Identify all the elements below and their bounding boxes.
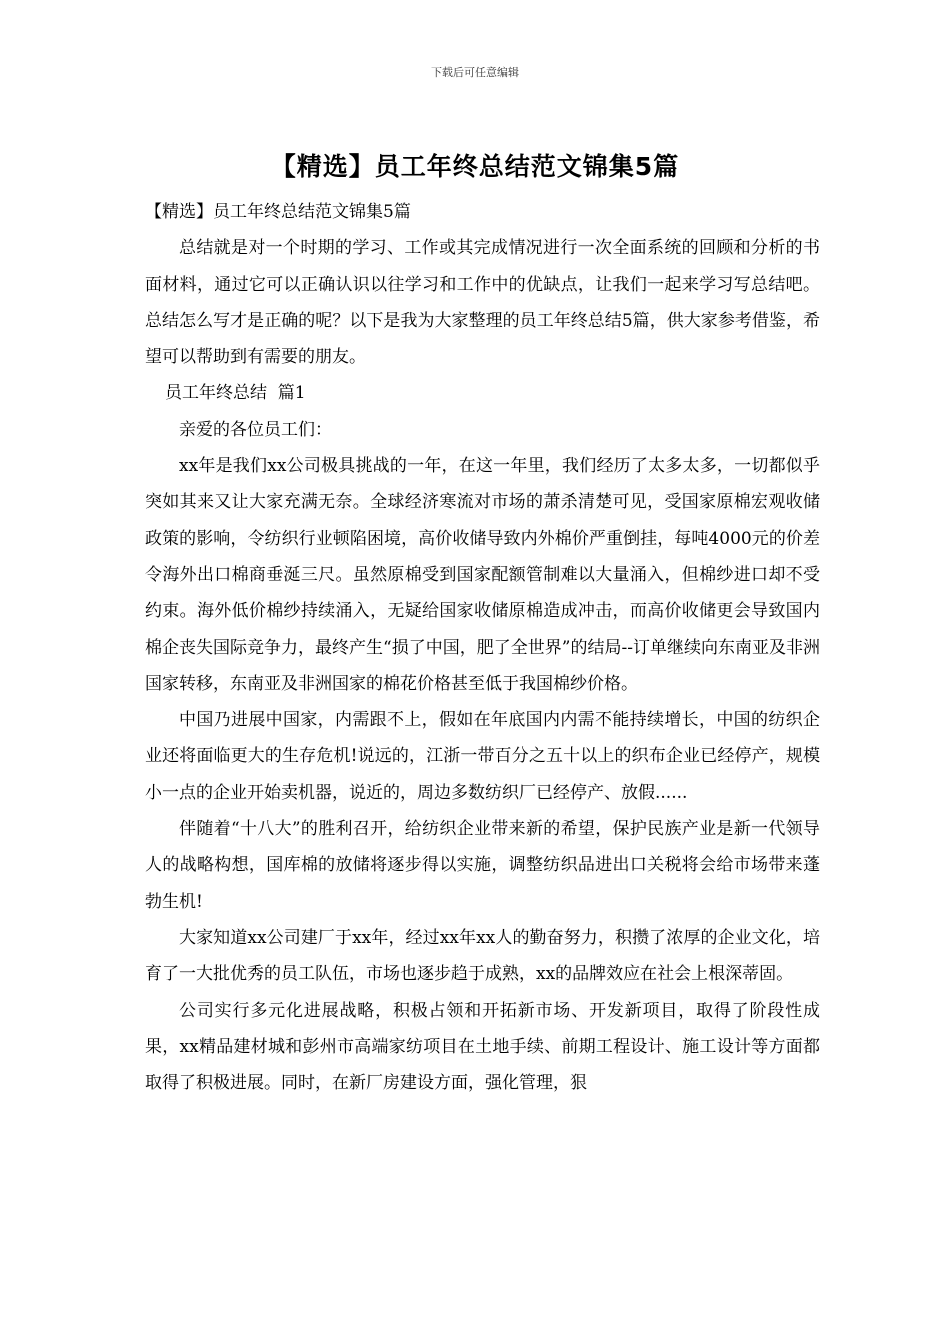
- document-title: 【精选】员工年终总结范文锦集5篇: [270, 152, 680, 181]
- document-body: [145, 194, 820, 1101]
- document-subtitle: 【精选】员工年终总结范文锦集5篇: [145, 202, 411, 222]
- body-paragraph: 大家知道xx公司建厂于xx年，经过xx年xx人的勤奋努力，积攒了浓厚的企业文化，培育了一大批优秀的员工队伍，市场也逐步趋于成熟，xx的品牌效应在社会上根深蒂固。: [145, 927, 820, 985]
- body-paragraph: 伴随着“十八大”的胜利召开，给纺织企业带来新的希望，保护民族产业是新一代领导人的战略构想，国库棉的放储将逐步得以实施，调整纺织品进出口关税将会给市场带来蓬勃生机!: [145, 819, 820, 912]
- section-heading: 员工年终总结 篇1: [165, 383, 306, 404]
- body-paragraph: 公司实行多元化进展战略，积极占领和开拓新市场、开发新项目，取得了阶段性成果，xx精品建材城和彭州市高端家纺项目在土地手续、前期工程设计、施工设计等方面都取得了积极进展。同时，在新厂房建设方面，强化管理，狠: [145, 1000, 820, 1094]
- intro-paragraph: 总结就是对一个时期的学习、工作或其完成情况进行一次全面系统的回顾和分析的书面材料，通过它可以正确认识以往学习和工作中的优缺点，让我们一起来学习写总结吧。总结怎么写才是正确的呢？以下是我为大家整理的员工年终总结5篇，供大家参考借鉴，希望可以帮助到有需要的朋友。: [145, 238, 820, 368]
- body-paragraph: 中国乃进展中国家，内需跟不上，假如在年底国内内需不能持续增长，中国的纺织企业还将面临更大的生存危机!说远的，江浙一带百分之五十以上的织布企业已经停产，规模小一点的企业开始卖机器，说近的，周边多数纺织厂已经停产、放假......: [145, 710, 820, 803]
- greeting: 亲爱的各位员工们：: [179, 419, 332, 440]
- page-header-note: 下载后可任意编辑: [431, 66, 519, 79]
- body-paragraph: xx年是我们xx公司极具挑战的一年，在这一年里，我们经历了太多太多，一切都似乎突如其来又让大家充满无奈。全球经济寒流对市场的萧杀清楚可见，受国家原棉宏观收储政策的影响，令纺织行业顿陷困境，高价收储导致内外棉价严重倒挂，每吨4000元的价差令海外出口棉商垂涎三尺。虽然原棉受到国家配额管制难以大量涌入，但棉纱进口却不受约束。海外低价棉纱持续涌入，无疑给国家收储原棉造成冲击，而高价收储更会导致国内棉企丧失国际竞争力，最终产生“损了中国，肥了全世界”的结局--订单继续向东南亚及非洲国家转移，东南亚及非洲国家的棉花价格甚至低于我国棉纱价格。: [145, 456, 820, 694]
